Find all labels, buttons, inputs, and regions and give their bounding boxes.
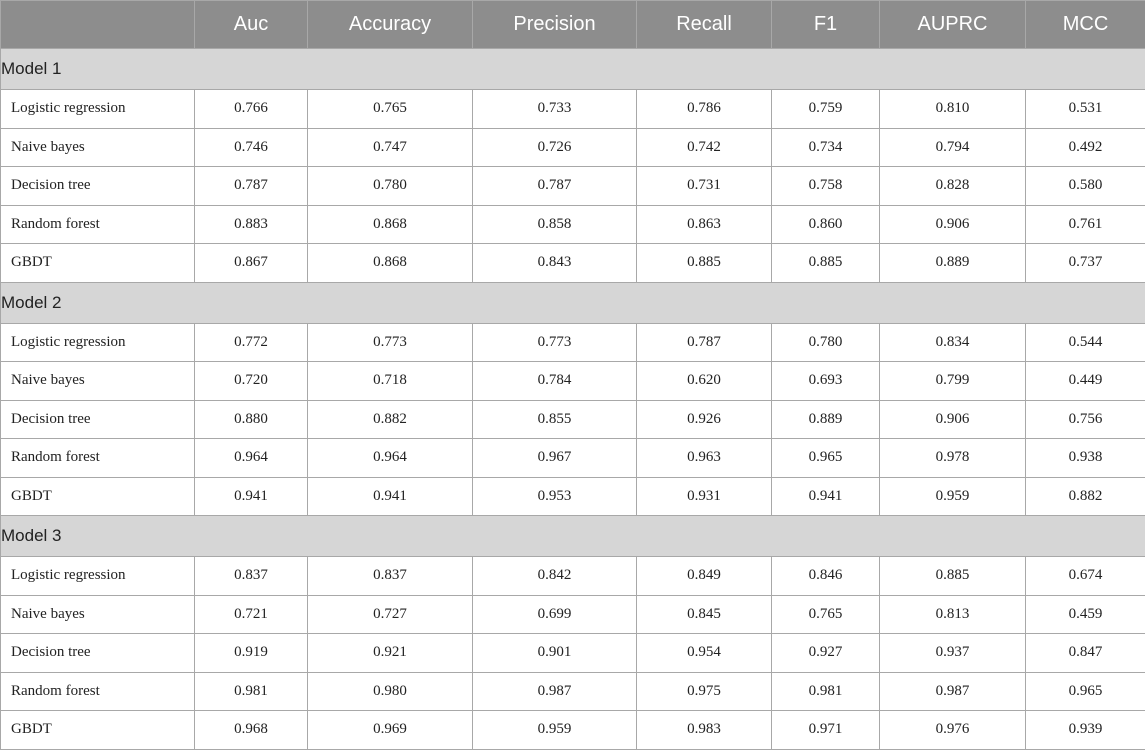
table-cell: 0.784 [473,362,637,401]
table-row [1,400,1145,439]
table-body [1,49,1145,750]
table-row [1,634,1145,673]
table-cell: 0.885 [772,244,880,283]
table-cell: 0.674 [1026,557,1145,596]
table-cell: 0.849 [637,557,772,596]
table-cell: 0.756 [1026,400,1145,439]
table-cell: 0.742 [637,128,772,167]
group-row [1,516,1145,557]
table-cell: 0.860 [772,205,880,244]
table-cell: 0.927 [772,634,880,673]
table-cell: 0.931 [637,477,772,516]
table-cell: 0.987 [473,672,637,711]
row-label: Naive bayes [1,595,195,634]
table-cell: 0.837 [308,557,473,596]
row-label: Decision tree [1,400,195,439]
table-cell: 0.975 [637,672,772,711]
table-row [1,128,1145,167]
table-cell: 0.954 [637,634,772,673]
table-cell: 0.794 [880,128,1026,167]
row-label: GBDT [1,244,195,283]
table-row [1,323,1145,362]
header-cell-precision: Precision [473,1,637,49]
table-cell: 0.544 [1026,323,1145,362]
header-cell-accuracy: Accuracy [308,1,473,49]
table-row [1,362,1145,401]
table-cell: 0.727 [308,595,473,634]
table-cell: 0.938 [1026,439,1145,478]
table-cell: 0.733 [473,90,637,129]
table-cell: 0.919 [195,634,308,673]
table-cell: 0.693 [772,362,880,401]
table-row [1,244,1145,283]
header-cell-auc: Auc [195,1,308,49]
table-cell: 0.941 [195,477,308,516]
table-cell: 0.787 [473,167,637,206]
group-row [1,49,1145,90]
group-title: Model 2 [1,282,1145,323]
table-cell: 0.858 [473,205,637,244]
table-cell: 0.983 [637,711,772,750]
table-cell: 0.941 [772,477,880,516]
table-cell: 0.965 [772,439,880,478]
table-cell: 0.883 [195,205,308,244]
header-cell-mcc: MCC [1026,1,1145,49]
table-cell: 0.981 [195,672,308,711]
table-cell: 0.889 [880,244,1026,283]
table-cell: 0.980 [308,672,473,711]
table-cell: 0.787 [637,323,772,362]
table-cell: 0.882 [308,400,473,439]
table-cell: 0.759 [772,90,880,129]
table-cell: 0.863 [637,205,772,244]
table-cell: 0.459 [1026,595,1145,634]
table-cell: 0.720 [195,362,308,401]
table-cell: 0.885 [880,557,1026,596]
table-cell: 0.868 [308,244,473,283]
table-cell: 0.746 [195,128,308,167]
table-cell: 0.964 [308,439,473,478]
row-label: Naive bayes [1,362,195,401]
header-cell-corner [1,1,195,49]
table-cell: 0.937 [880,634,1026,673]
table-cell: 0.959 [880,477,1026,516]
table-cell: 0.810 [880,90,1026,129]
table-cell: 0.834 [880,323,1026,362]
table-cell: 0.959 [473,711,637,750]
table-cell: 0.734 [772,128,880,167]
table-cell: 0.765 [308,90,473,129]
table-cell: 0.926 [637,400,772,439]
table-cell: 0.799 [880,362,1026,401]
table-cell: 0.492 [1026,128,1145,167]
group-title: Model 1 [1,49,1145,90]
table-cell: 0.987 [880,672,1026,711]
row-label: Logistic regression [1,323,195,362]
table-cell: 0.773 [308,323,473,362]
table-cell: 0.747 [308,128,473,167]
table-cell: 0.620 [637,362,772,401]
table-cell: 0.780 [308,167,473,206]
table-cell: 0.855 [473,400,637,439]
table-cell: 0.828 [880,167,1026,206]
table-cell: 0.845 [637,595,772,634]
table-row [1,595,1145,634]
table-cell: 0.731 [637,167,772,206]
table-cell: 0.981 [772,672,880,711]
table-cell: 0.868 [308,205,473,244]
table-cell: 0.921 [308,634,473,673]
row-label: Decision tree [1,167,195,206]
table-cell: 0.978 [880,439,1026,478]
table-cell: 0.967 [473,439,637,478]
table-row [1,672,1145,711]
table-cell: 0.780 [772,323,880,362]
row-label: Logistic regression [1,90,195,129]
row-label: Random forest [1,205,195,244]
table-cell: 0.699 [473,595,637,634]
table-cell: 0.939 [1026,711,1145,750]
table-cell: 0.772 [195,323,308,362]
table-row [1,557,1145,596]
table-cell: 0.882 [1026,477,1145,516]
row-label: Decision tree [1,634,195,673]
row-label: Random forest [1,672,195,711]
table-cell: 0.766 [195,90,308,129]
table-cell: 0.846 [772,557,880,596]
table-cell: 0.847 [1026,634,1145,673]
table-cell: 0.531 [1026,90,1145,129]
table-cell: 0.765 [772,595,880,634]
table-cell: 0.953 [473,477,637,516]
table-cell: 0.737 [1026,244,1145,283]
table-cell: 0.761 [1026,205,1145,244]
header-row [1,1,1145,49]
table-cell: 0.837 [195,557,308,596]
table-cell: 0.843 [473,244,637,283]
table-cell: 0.964 [195,439,308,478]
table-cell: 0.773 [473,323,637,362]
table-cell: 0.842 [473,557,637,596]
table-cell: 0.889 [772,400,880,439]
row-label: Random forest [1,439,195,478]
table-row [1,167,1145,206]
table-cell: 0.867 [195,244,308,283]
table-cell: 0.976 [880,711,1026,750]
table-cell: 0.906 [880,400,1026,439]
table-cell: 0.968 [195,711,308,750]
header-cell-recall: Recall [637,1,772,49]
table-cell: 0.941 [308,477,473,516]
table-row [1,477,1145,516]
table-cell: 0.971 [772,711,880,750]
table-cell: 0.901 [473,634,637,673]
table-cell: 0.758 [772,167,880,206]
table-row [1,439,1145,478]
table-cell: 0.963 [637,439,772,478]
row-label: Naive bayes [1,128,195,167]
table-cell: 0.449 [1026,362,1145,401]
table-cell: 0.786 [637,90,772,129]
table-cell: 0.885 [637,244,772,283]
table-cell: 0.580 [1026,167,1145,206]
table-cell: 0.880 [195,400,308,439]
table-cell: 0.906 [880,205,1026,244]
table-row [1,711,1145,750]
table-cell: 0.718 [308,362,473,401]
table-cell: 0.965 [1026,672,1145,711]
table-cell: 0.726 [473,128,637,167]
table-cell: 0.787 [195,167,308,206]
row-label: GBDT [1,711,195,750]
group-row [1,282,1145,323]
header-cell-f1: F1 [772,1,880,49]
table-cell: 0.969 [308,711,473,750]
header-cell-auprc: AUPRC [880,1,1026,49]
table-cell: 0.721 [195,595,308,634]
table-row [1,90,1145,129]
row-label: GBDT [1,477,195,516]
table-cell: 0.813 [880,595,1026,634]
row-label: Logistic regression [1,557,195,596]
group-title: Model 3 [1,516,1145,557]
table-row [1,205,1145,244]
